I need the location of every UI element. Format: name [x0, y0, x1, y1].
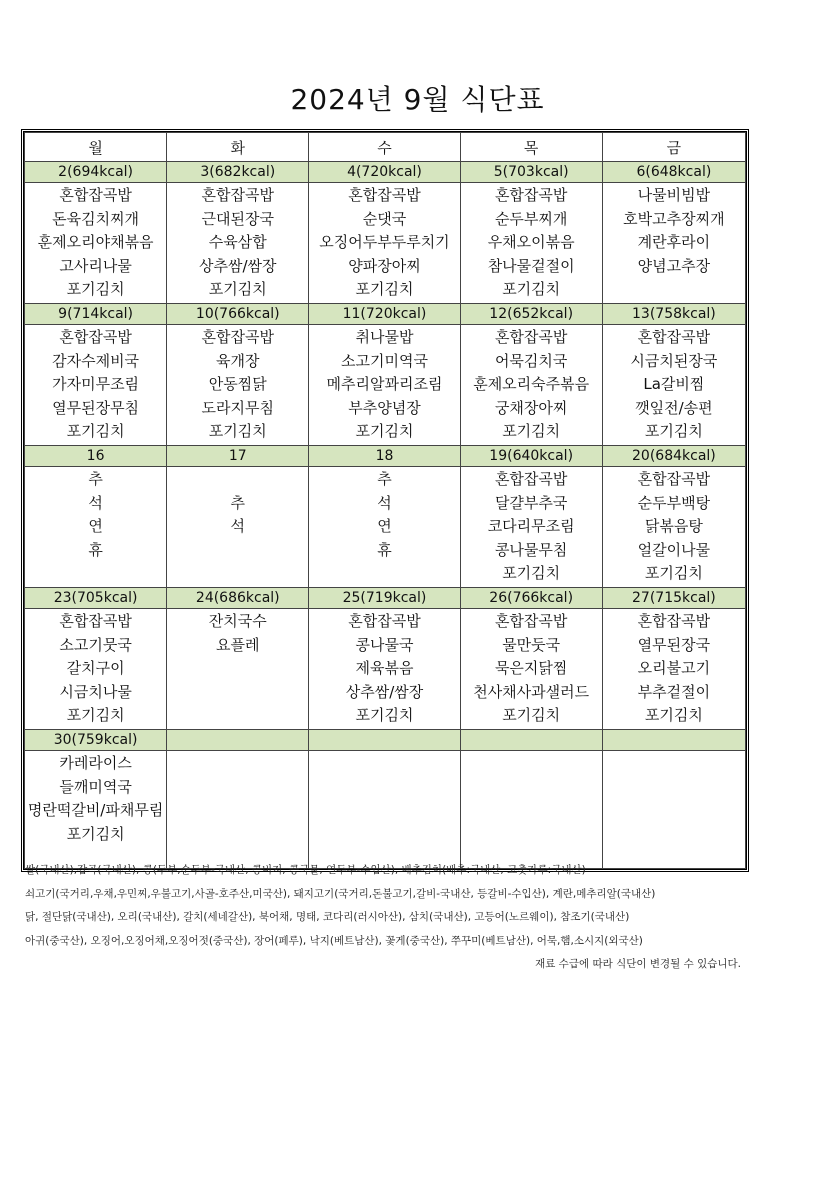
menu-cell [167, 467, 309, 588]
menu-row [25, 751, 746, 869]
menu-item: 고사리나물 [59, 256, 132, 275]
date-cell: 11(720kcal) [309, 304, 460, 325]
menu-item: 혼합잡곡밥 [348, 612, 421, 630]
menu-item: 메추리알꽈리조림 [326, 375, 443, 394]
menu-item: 근대된장국 [201, 209, 274, 228]
weekday-tue: 화 [167, 133, 309, 162]
menu-item: 포기김치 [208, 280, 267, 299]
menu-item: 휴 [88, 540, 103, 559]
date-row [25, 162, 746, 183]
date-cell [460, 730, 602, 751]
menu-item: 감자수제비국 [52, 351, 140, 370]
menu-item: 소고기미역국 [341, 351, 428, 370]
menu-item: 물만둣국 [502, 635, 561, 654]
menu-cell [602, 751, 745, 869]
weekday-wed: 수 [309, 133, 460, 162]
menu-cell [602, 325, 745, 446]
menu-item: 묵은지닭찜 [494, 659, 568, 678]
menu-item: 석 [230, 517, 246, 536]
menu-item: 나물비빔밥 [637, 186, 711, 204]
menu-item: 어묵김치국 [494, 351, 568, 370]
date-cell: 18 [309, 446, 460, 467]
menu-item: 열무된장무침 [52, 398, 140, 417]
menu-item: 포기김치 [502, 706, 561, 725]
menu-cell [602, 467, 745, 588]
menu-item: 포기김치 [644, 706, 703, 725]
menu-item: 연 [88, 517, 103, 536]
origin-note: 쇠고기(국거리,우채,우민찌,우불고기,사골-호주산,미국산), 돼지고기(국거리,돈불고기,갈비-국내산, 등갈비-수입산), 계란,메추리알(국내산) [25, 887, 656, 900]
menu-cell [460, 467, 602, 588]
date-cell: 4(720kcal) [309, 162, 460, 183]
menu-item: 콩나물무침 [494, 540, 568, 559]
menu-item: 혼합잡곡밥 [201, 328, 274, 346]
menu-cell [460, 751, 602, 869]
date-cell [309, 730, 460, 751]
menu-item: 추 [88, 470, 103, 488]
menu-item: 포기김치 [66, 824, 125, 843]
date-cell: 17 [167, 446, 309, 467]
menu-cell [460, 183, 602, 304]
menu-item: 궁채장아찌 [494, 398, 568, 417]
menu-item: 혼합잡곡밥 [637, 612, 711, 630]
menu-item: 도라지무침 [201, 398, 274, 417]
menu-item: 혼합잡곡밥 [494, 186, 568, 204]
menu-item: 포기김치 [66, 280, 125, 299]
menu-item: 천사채사과샐러드 [473, 682, 590, 701]
date-cell: 23(705kcal) [25, 588, 167, 609]
menu-item: 양파장아찌 [348, 256, 421, 275]
date-cell [167, 730, 309, 751]
menu-item: 육개장 [216, 351, 260, 370]
date-cell: 26(766kcal) [460, 588, 602, 609]
menu-item: 우채오이볶음 [487, 233, 575, 252]
menu-item: 혼합잡곡밥 [59, 612, 132, 630]
date-cell: 20(684kcal) [602, 446, 745, 467]
menu-row [25, 609, 746, 730]
origin-note: 아귀(중국산), 오징어,오징어채,오징어젓(중국산), 장어(페루), 낙지(베트남산), 꽃게(중국산), 쭈꾸미(베트남산), 어묵,햄,소시지(외국산) [25, 934, 643, 947]
menu-cell [309, 467, 460, 588]
menu-cell [25, 325, 167, 446]
origin-note: 쌀(국내산),잡곡(국내산), 콩(두부,순두부-국내산, 콩비지, 콩국물, 연두부-수입산), 배추김치(배추:국내산, 고춧가루:국내산) [25, 864, 586, 876]
change-notice: 재료 수급에 따라 식단이 변경될 수 있습니다. [535, 958, 741, 970]
menu-cell [309, 751, 460, 869]
menu-item: 콩나물국 [355, 635, 414, 654]
menu-item: 취나물밥 [355, 328, 414, 346]
menu-item: 상추쌈/쌈장 [199, 256, 277, 275]
menu-item: 혼합잡곡밥 [494, 470, 568, 488]
menu-item: 잔치국수 [208, 612, 267, 630]
menu-cell [167, 325, 309, 446]
menu-item: 닭볶음탕 [644, 517, 703, 536]
menu-cell [167, 609, 309, 730]
date-cell: 13(758kcal) [602, 304, 745, 325]
menu-item: 양념고추장 [637, 256, 711, 275]
menu-item: 달걀부추국 [494, 493, 568, 512]
menu-item: 포기김치 [502, 422, 561, 441]
menu-item: 명란떡갈비/파채무림 [27, 801, 164, 820]
menu-item: 오징어두부두루치기 [319, 233, 450, 252]
menu-item: 포기김치 [355, 280, 414, 299]
menu-item: 포기김치 [355, 706, 414, 725]
menu-item: 혼합잡곡밥 [59, 186, 132, 204]
weekday-thu: 목 [460, 133, 602, 162]
date-cell: 19(640kcal) [460, 446, 602, 467]
date-cell: 6(648kcal) [602, 162, 745, 183]
menu-item: 소고기뭇국 [59, 635, 132, 654]
menu-item: 호박고추장찌개 [623, 209, 725, 228]
menu-cell [309, 609, 460, 730]
menu-item: 순두부백탕 [637, 493, 711, 512]
date-cell [602, 730, 745, 751]
menu-item: 혼합잡곡밥 [494, 612, 568, 630]
menu-row [25, 467, 746, 588]
menu-item: 돈육김치찌개 [52, 209, 140, 228]
menu-item: 순댓국 [362, 209, 407, 228]
menu-item: 혼합잡곡밥 [201, 186, 274, 204]
menu-item [167, 468, 308, 492]
menu-cell [309, 325, 460, 446]
menu-cell [602, 609, 745, 730]
origin-notes [25, 862, 745, 980]
menu-item: 시금치된장국 [630, 351, 718, 370]
meal-table [23, 131, 747, 870]
menu-item: 혼합잡곡밥 [59, 328, 132, 346]
menu-cell [25, 467, 167, 588]
menu-item: 참나물겉절이 [487, 256, 575, 275]
menu-item: 부추겉절이 [637, 682, 711, 701]
menu-item: 혼합잡곡밥 [494, 328, 568, 346]
menu-item: 열무된장국 [637, 635, 711, 654]
menu-item: 혼합잡곡밥 [348, 186, 421, 204]
menu-item: 들깨미역국 [59, 777, 132, 796]
menu-item: 깻잎전/송편 [635, 398, 713, 417]
menu-item: 부추양념장 [348, 398, 421, 417]
menu-item: 훈제오리야채볶음 [37, 233, 154, 252]
menu-cell [309, 183, 460, 304]
menu-item: 포기김치 [355, 422, 414, 441]
menu-row [25, 183, 746, 304]
menu-item: 훈제오리숙주볶음 [473, 375, 590, 394]
menu-item: 요플레 [216, 635, 260, 654]
menu-item: 석 [88, 493, 103, 512]
menu-item: 포기김치 [66, 422, 125, 441]
page-title: 2024년 9월 식단표 [290, 83, 545, 116]
menu-item: 오리불고기 [637, 659, 711, 678]
weekday-mon: 월 [25, 133, 167, 162]
menu-item: 수육삼합 [208, 233, 267, 252]
menu-cell [25, 751, 167, 869]
date-cell: 16 [25, 446, 167, 467]
menu-item: 코다리무조림 [487, 517, 575, 536]
menu-item: 포기김치 [502, 564, 561, 583]
menu-item: La갈비찜 [643, 375, 705, 394]
menu-item: 상추쌈/쌈장 [345, 682, 424, 701]
menu-item: 순두부찌개 [494, 209, 568, 228]
menu-item: 포기김치 [66, 706, 125, 725]
menu-item: 혼합잡곡밥 [637, 470, 711, 488]
menu-row [25, 325, 746, 446]
menu-item: 계란후라이 [637, 233, 711, 252]
date-cell: 10(766kcal) [167, 304, 309, 325]
menu-item: 석 [377, 493, 392, 512]
menu-item: 포기김치 [208, 422, 267, 441]
menu-cell [167, 751, 309, 869]
date-cell: 9(714kcal) [25, 304, 167, 325]
menu-item: 카레라이스 [59, 754, 132, 772]
menu-cell [602, 183, 745, 304]
menu-item: 혼합잡곡밥 [637, 328, 711, 346]
menu-item: 추 [377, 470, 392, 488]
menu-item: 시금치나물 [59, 682, 132, 701]
date-cell: 24(686kcal) [167, 588, 309, 609]
menu-cell [25, 183, 167, 304]
origin-note: 닭, 절단닭(국내산), 오리(국내산), 갈치(세네갈산), 북어채, 명태, 코다리(러시아산), 삼치(국내산), 고등어(노르웨이), 참조기(국내산) [25, 911, 630, 923]
menu-item: 휴 [377, 540, 392, 559]
menu-item: 제육볶음 [355, 659, 414, 678]
weekday-fri: 금 [602, 133, 745, 162]
date-cell: 3(682kcal) [167, 162, 309, 183]
date-cell: 2(694kcal) [25, 162, 167, 183]
date-cell: 5(703kcal) [460, 162, 602, 183]
date-cell: 25(719kcal) [309, 588, 460, 609]
menu-cell [460, 325, 602, 446]
menu-item: 포기김치 [644, 422, 703, 441]
menu-item: 연 [377, 517, 392, 536]
menu-item: 갈치구이 [66, 659, 125, 678]
menu-cell [460, 609, 602, 730]
date-row [25, 304, 746, 325]
menu-cell [167, 183, 309, 304]
menu-cell [25, 609, 167, 730]
date-cell: 27(715kcal) [602, 588, 745, 609]
menu-item: 가자미무조림 [52, 375, 140, 394]
menu-item: 얼갈이나물 [637, 540, 711, 559]
date-row [25, 446, 746, 467]
date-cell: 12(652kcal) [460, 304, 602, 325]
menu-item: 포기김치 [644, 564, 703, 583]
date-cell: 30(759kcal) [25, 730, 167, 751]
menu-item: 안동찜닭 [208, 375, 267, 394]
menu-item: 포기김치 [502, 280, 561, 299]
date-row [25, 588, 746, 609]
weekday-header-row [25, 133, 746, 162]
menu-item: 추 [230, 493, 246, 512]
date-row [25, 730, 746, 751]
